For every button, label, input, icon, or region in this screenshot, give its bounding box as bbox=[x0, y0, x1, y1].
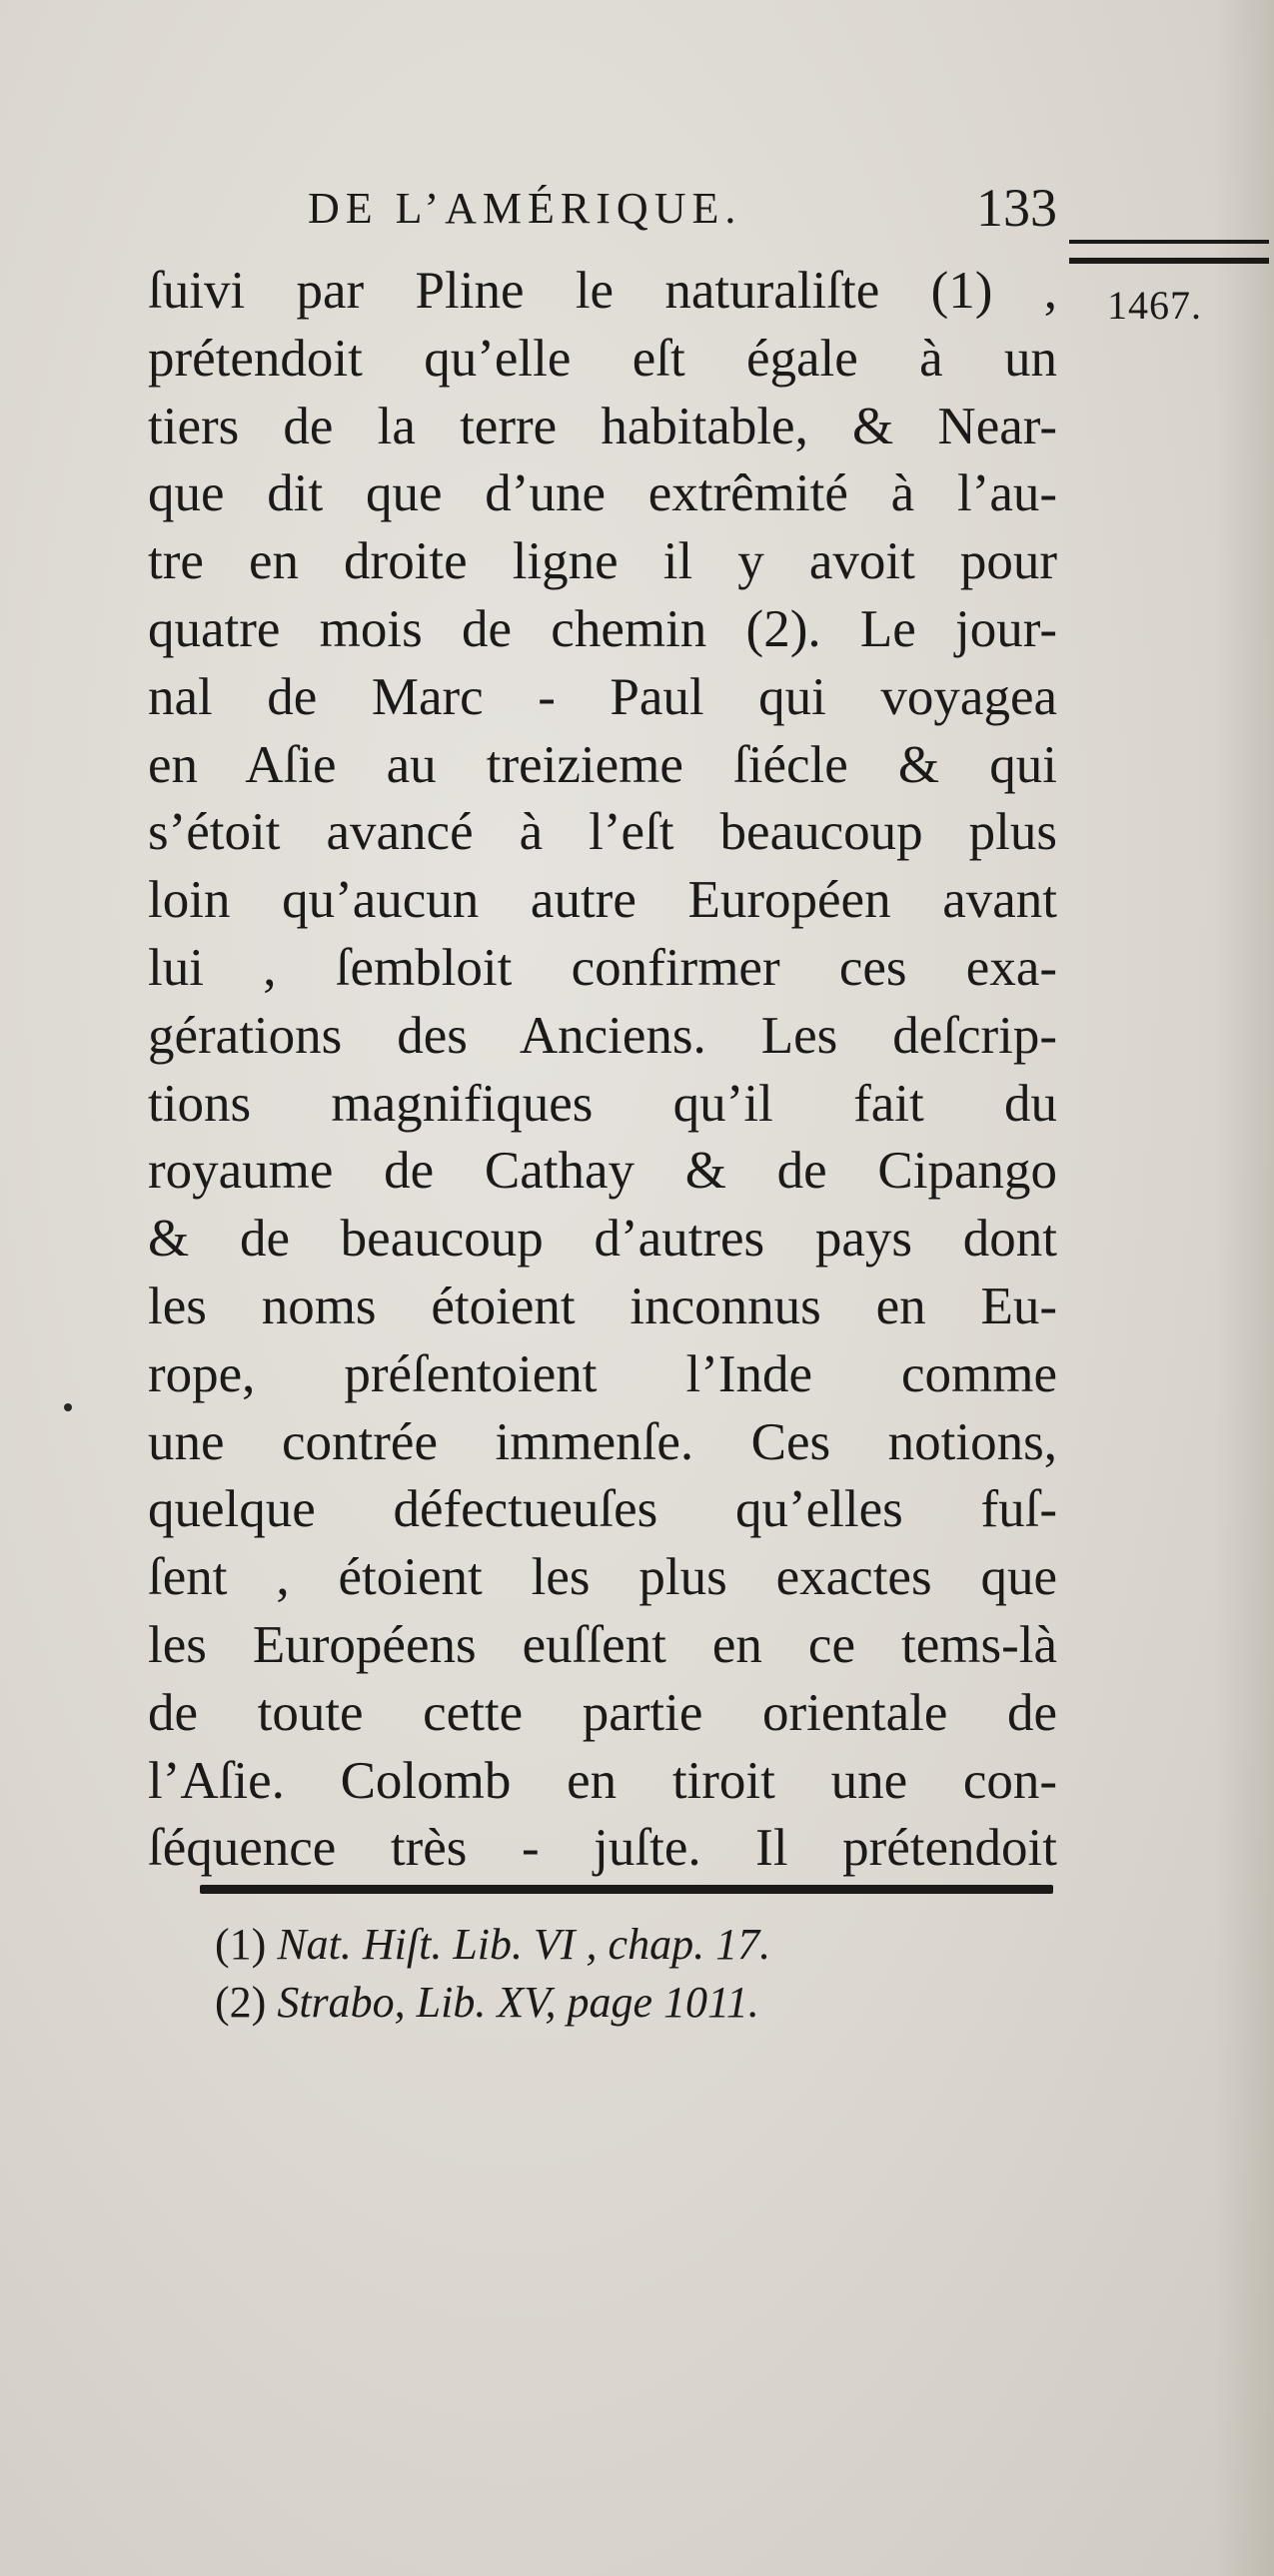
text-line: une contrée immenſe. Ces notions, bbox=[148, 1412, 1057, 1471]
text-line: prétendoit qu’elle eſt égale à un bbox=[148, 329, 1057, 388]
footnote-source: Strabo, Lib. XV, page 1011. bbox=[277, 1978, 759, 2027]
running-head bbox=[148, 178, 1057, 243]
text-line: ſent , étoient les plus exactes que bbox=[148, 1548, 1057, 1607]
footnote bbox=[215, 1916, 1034, 1974]
text-line: lui , ſembloit confirmer ces exa- bbox=[148, 938, 1057, 997]
text-line: tiers de la terre habitable, & Near- bbox=[148, 397, 1057, 455]
text-line: les Européens euſſent en ce tems-là bbox=[148, 1615, 1057, 1674]
text-line: tions magnifiques qu’il fait du bbox=[148, 1074, 1057, 1133]
body-text bbox=[148, 258, 1057, 1883]
text-line: gérations des Anciens. Les deſcrip- bbox=[148, 1006, 1057, 1065]
running-head-title: DE L’AMÉRIQUE. bbox=[308, 184, 742, 233]
margin-year: 1467. bbox=[1107, 283, 1202, 328]
footnote-number: (2) bbox=[215, 1978, 267, 2027]
text-line: que dit que d’une extrêmité à l’au- bbox=[148, 464, 1057, 523]
text-line: s’étoit avancé à l’eſt beaucoup plus bbox=[148, 803, 1057, 862]
text-line: quatre mois de chemin (2). Le jour- bbox=[148, 599, 1057, 658]
footnote-number: (1) bbox=[215, 1920, 267, 1969]
page-number: 133 bbox=[976, 178, 1057, 238]
text-line: quelque défectueuſes qu’elles fuſ- bbox=[148, 1480, 1057, 1539]
text-line: nal de Marc - Paul qui voyagea bbox=[148, 667, 1057, 726]
text-line: les noms étoient inconnus en Eu- bbox=[148, 1277, 1057, 1335]
text-line: loin qu’aucun autre Européen avant bbox=[148, 871, 1057, 930]
text-line: rope, préſentoient l’Inde comme bbox=[148, 1344, 1057, 1403]
footnote-rule bbox=[200, 1885, 1053, 1894]
text-line: l’Aſie. Colomb en tiroit une con- bbox=[148, 1751, 1057, 1810]
text-line: ſéquence très - juſte. Il prétendoit bbox=[148, 1819, 1057, 1878]
text-line: de toute cette partie orientale de bbox=[148, 1683, 1057, 1742]
footnote bbox=[215, 1974, 1034, 2032]
ink-speck bbox=[64, 1403, 72, 1411]
page-edge-shadow bbox=[1214, 0, 1274, 2576]
footnote-source: Nat. Hiſt. Lib. VI , chap. 17. bbox=[277, 1920, 771, 1969]
text-line: en Aſie au treizieme ſiécle & qui bbox=[148, 735, 1057, 794]
text-line: tre en droite ligne il y avoit pour bbox=[148, 532, 1057, 591]
footnotes bbox=[215, 1916, 1034, 2032]
text-line: ſuivi par Pline le naturaliſte (1) , bbox=[148, 262, 1057, 320]
margin-rule bbox=[1069, 240, 1269, 264]
text-line: royaume de Cathay & de Cipango bbox=[148, 1142, 1057, 1201]
text-line: & de beaucoup d’autres pays dont bbox=[148, 1210, 1057, 1269]
